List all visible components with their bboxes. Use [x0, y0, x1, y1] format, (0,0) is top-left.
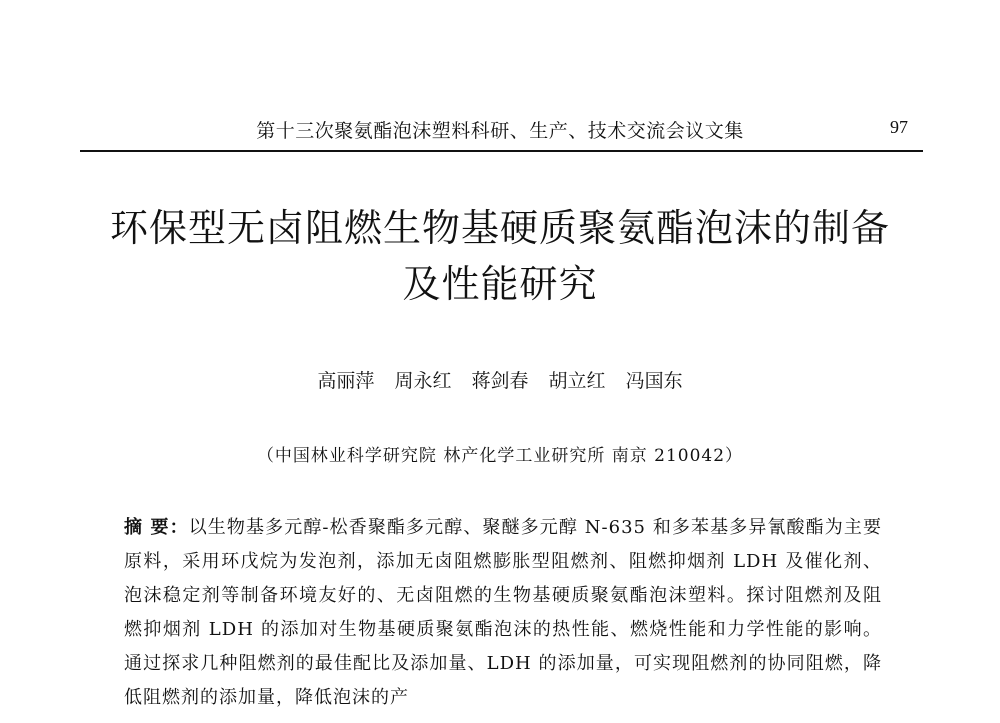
- abstract-text: 以生物基多元醇-松香聚酯多元醇、聚醚多元醇 N-635 和多苯基多异氰酸酯为主要原料，采用环戊烷为发泡剂，添加无卤阻燃膨胀型阻燃剂、阻燃抑烟剂 LDH 及催化剂、泡沫稳定剂等制备环境友好的、无卤阻燃的生物基硬质聚氨酯泡沫塑料。探讨阻燃剂及阻燃抑烟剂 LDH 的添加对生物基硬质聚氨酯泡沫的热性能、燃烧性能和力学性能的影响。通过探求几种阻燃剂的最佳配比及添加量、LDH 的添加量，可实现阻燃剂的协同阻燃，降低阻燃剂的添加量，降低泡沫的产: [124, 517, 882, 708]
- running-header: [80, 114, 920, 144]
- affiliation: （中国林业科学研究院 林产化学工业研究所 南京 210042）: [256, 446, 744, 466]
- journal-title: 第十三次聚氨酯泡沫塑料科研、生产、技术交流会议文集: [256, 120, 744, 142]
- header-rule: [80, 150, 923, 152]
- page-number: 97: [890, 117, 908, 137]
- abstract: [124, 511, 882, 715]
- paper-title-line-1: 环保型无卤阻燃生物基硬质聚氨酯泡沫的制备: [109, 206, 890, 250]
- paper-title-line-2: 及性能研究: [402, 262, 598, 306]
- paper-title: [40, 200, 960, 312]
- author-list: 高丽萍 周永红 蒋剑春 胡立红 冯国东: [317, 370, 683, 392]
- abstract-label: 摘 要：: [124, 517, 189, 538]
